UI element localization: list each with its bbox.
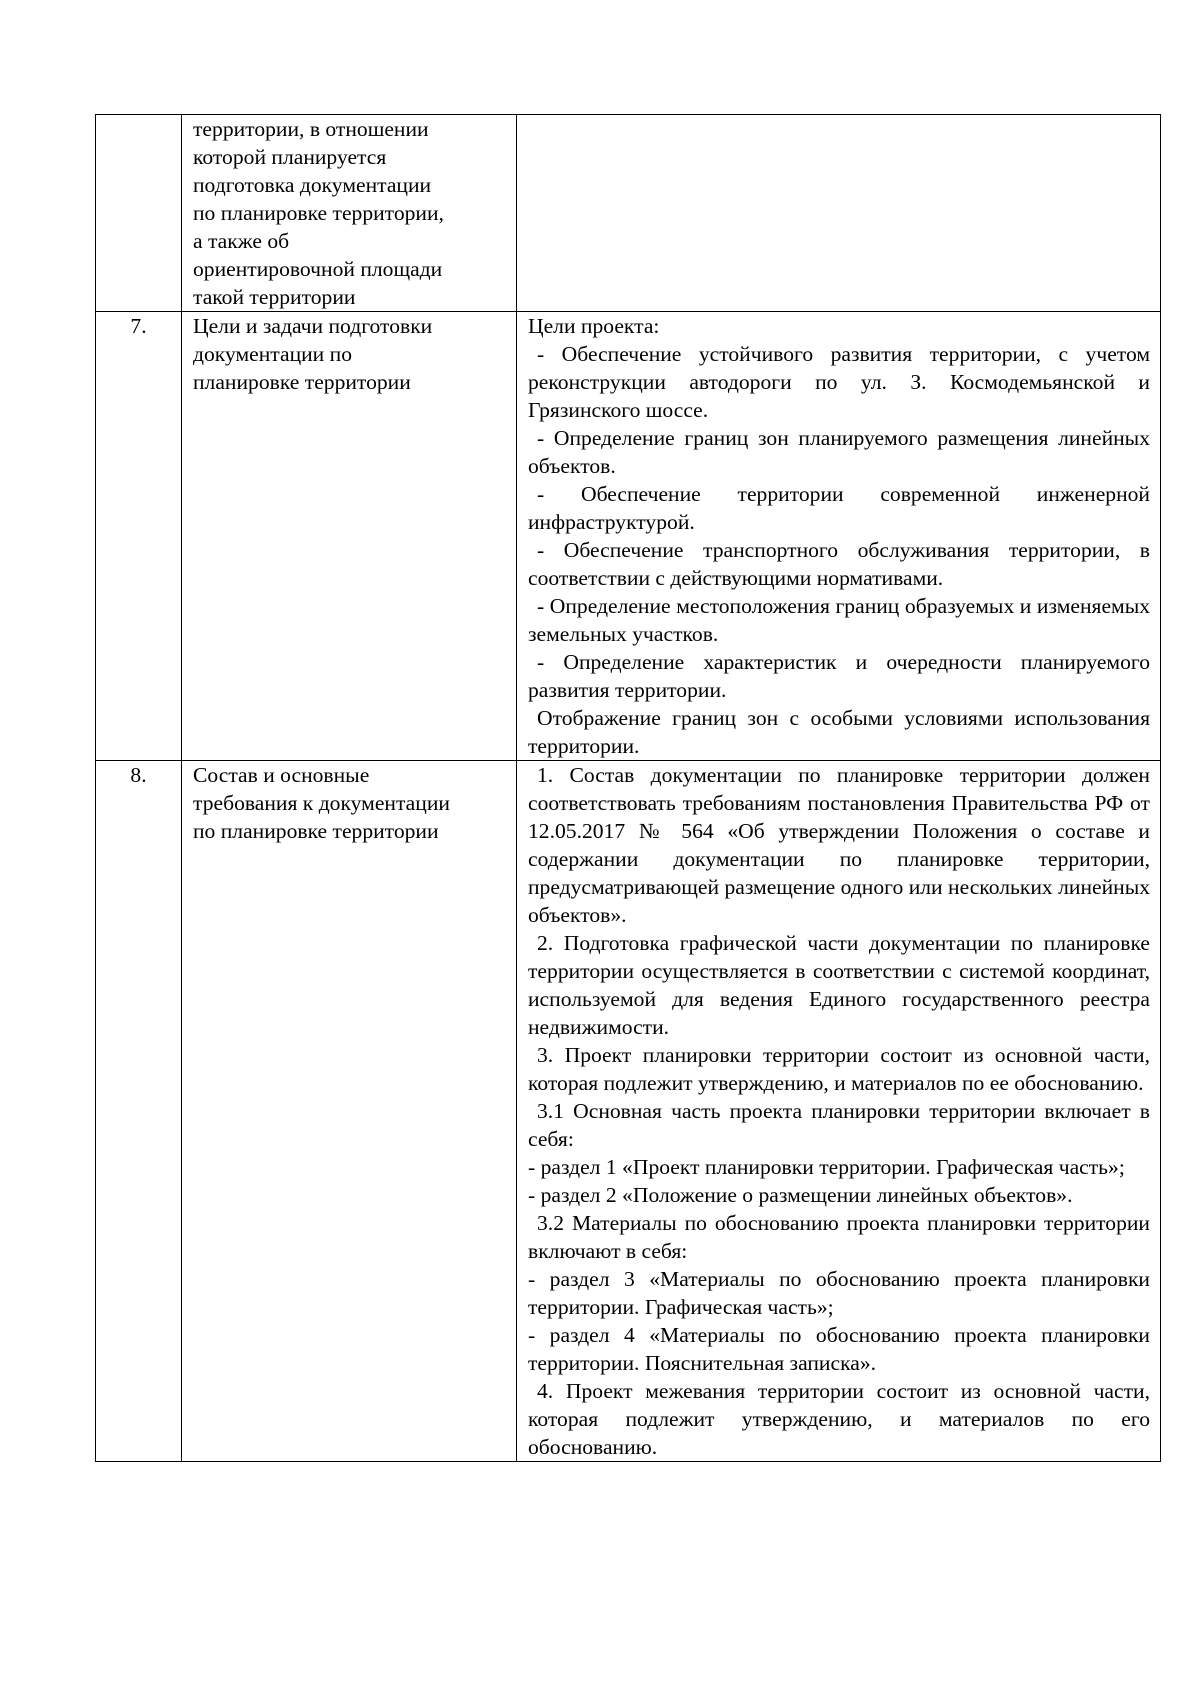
- paragraph: 3.2 Материалы по обоснованию проекта планировки территории включают в себя:: [528, 1211, 1150, 1263]
- row-number: 7.: [96, 312, 182, 761]
- row-content: [517, 312, 1161, 761]
- paragraph: - раздел 1 «Проект планировки территории. Графическая часть»;: [528, 1155, 1125, 1179]
- table-row: [96, 312, 1161, 761]
- paragraph: - Определение характеристик и очередности планируемого развития территории.: [528, 650, 1150, 702]
- title-line: по планировке территории: [193, 819, 439, 843]
- paragraph: 3.1 Основная часть проекта планировки территории включает в себя:: [528, 1099, 1150, 1151]
- title-line: ориентировочной площади: [193, 257, 443, 281]
- paragraph: - Определение местоположения границ образуемых и изменяемых земельных участков.: [528, 594, 1150, 646]
- row-content: [517, 761, 1161, 1462]
- table-row: [96, 115, 1161, 312]
- row-content: [517, 115, 1161, 312]
- row-number: [96, 115, 182, 312]
- title-line: которой планируется: [193, 145, 387, 169]
- paragraph: Цели проекта:: [528, 314, 660, 338]
- title-line: а также об: [193, 229, 290, 253]
- title-line: требования к документации: [193, 791, 450, 815]
- paragraph: Отображение границ зон с особыми условиями использования территории.: [528, 706, 1150, 758]
- row-number: 8.: [96, 761, 182, 1462]
- paragraph: - раздел 4 «Материалы по обоснованию проекта планировки территории. Пояснительная записка».: [528, 1323, 1150, 1375]
- row-title: [182, 115, 517, 312]
- title-line: Состав и основные: [193, 763, 370, 787]
- paragraph: - раздел 2 «Положение о размещении линейных объектов».: [528, 1183, 1073, 1207]
- title-line: документации по: [193, 342, 352, 366]
- row-title: [182, 312, 517, 761]
- title-line: такой территории: [193, 285, 356, 309]
- row-title: [182, 761, 517, 1462]
- paragraph: - Определение границ зон планируемого размещения линейных объектов.: [528, 426, 1150, 478]
- paragraph: 4. Проект межевания территории состоит из основной части, которая подлежит утверждению, и материалов по его обоснованию.: [528, 1379, 1150, 1459]
- paragraph: 1. Состав документации по планировке территории должен соответствовать требованиям постановления Правительства РФ от 12.05.2017 № 564 «Об утверждении Положения о составе и содержании документации по планировке территории, предусматривающей размещение одного или нескольких линейных объектов».: [528, 763, 1150, 927]
- paragraph: - Обеспечение транспортного обслуживания территории, в соответствии с действующими нормативами.: [528, 538, 1150, 590]
- paragraph: - Обеспечение территории современной инженерной инфраструктурой.: [528, 482, 1150, 534]
- title-line: по планировке территории,: [193, 201, 444, 225]
- paragraph: - Обеспечение устойчивого развития территории, с учетом реконструкции автодороги по ул. З. Космодемьянской и Грязинского шоссе.: [528, 342, 1150, 422]
- title-line: территории, в отношении: [193, 117, 429, 141]
- paragraph: - раздел 3 «Материалы по обоснованию проекта планировки территории. Графическая часть»;: [528, 1267, 1150, 1319]
- title-line: Цели и задачи подготовки: [193, 314, 433, 338]
- table-row: [96, 761, 1161, 1462]
- paragraph: 3. Проект планировки территории состоит из основной части, которая подлежит утверждению, и материалов по ее обоснованию.: [528, 1043, 1150, 1095]
- paragraph: 2. Подготовка графической части документации по планировке территории осуществляется в соответствии с системой координат, используемой для ведения Единого государственного реестра недвижимости.: [528, 931, 1150, 1039]
- title-line: планировке территории: [193, 370, 411, 394]
- title-line: подготовка документации: [193, 173, 432, 197]
- requirements-table: [95, 114, 1161, 1462]
